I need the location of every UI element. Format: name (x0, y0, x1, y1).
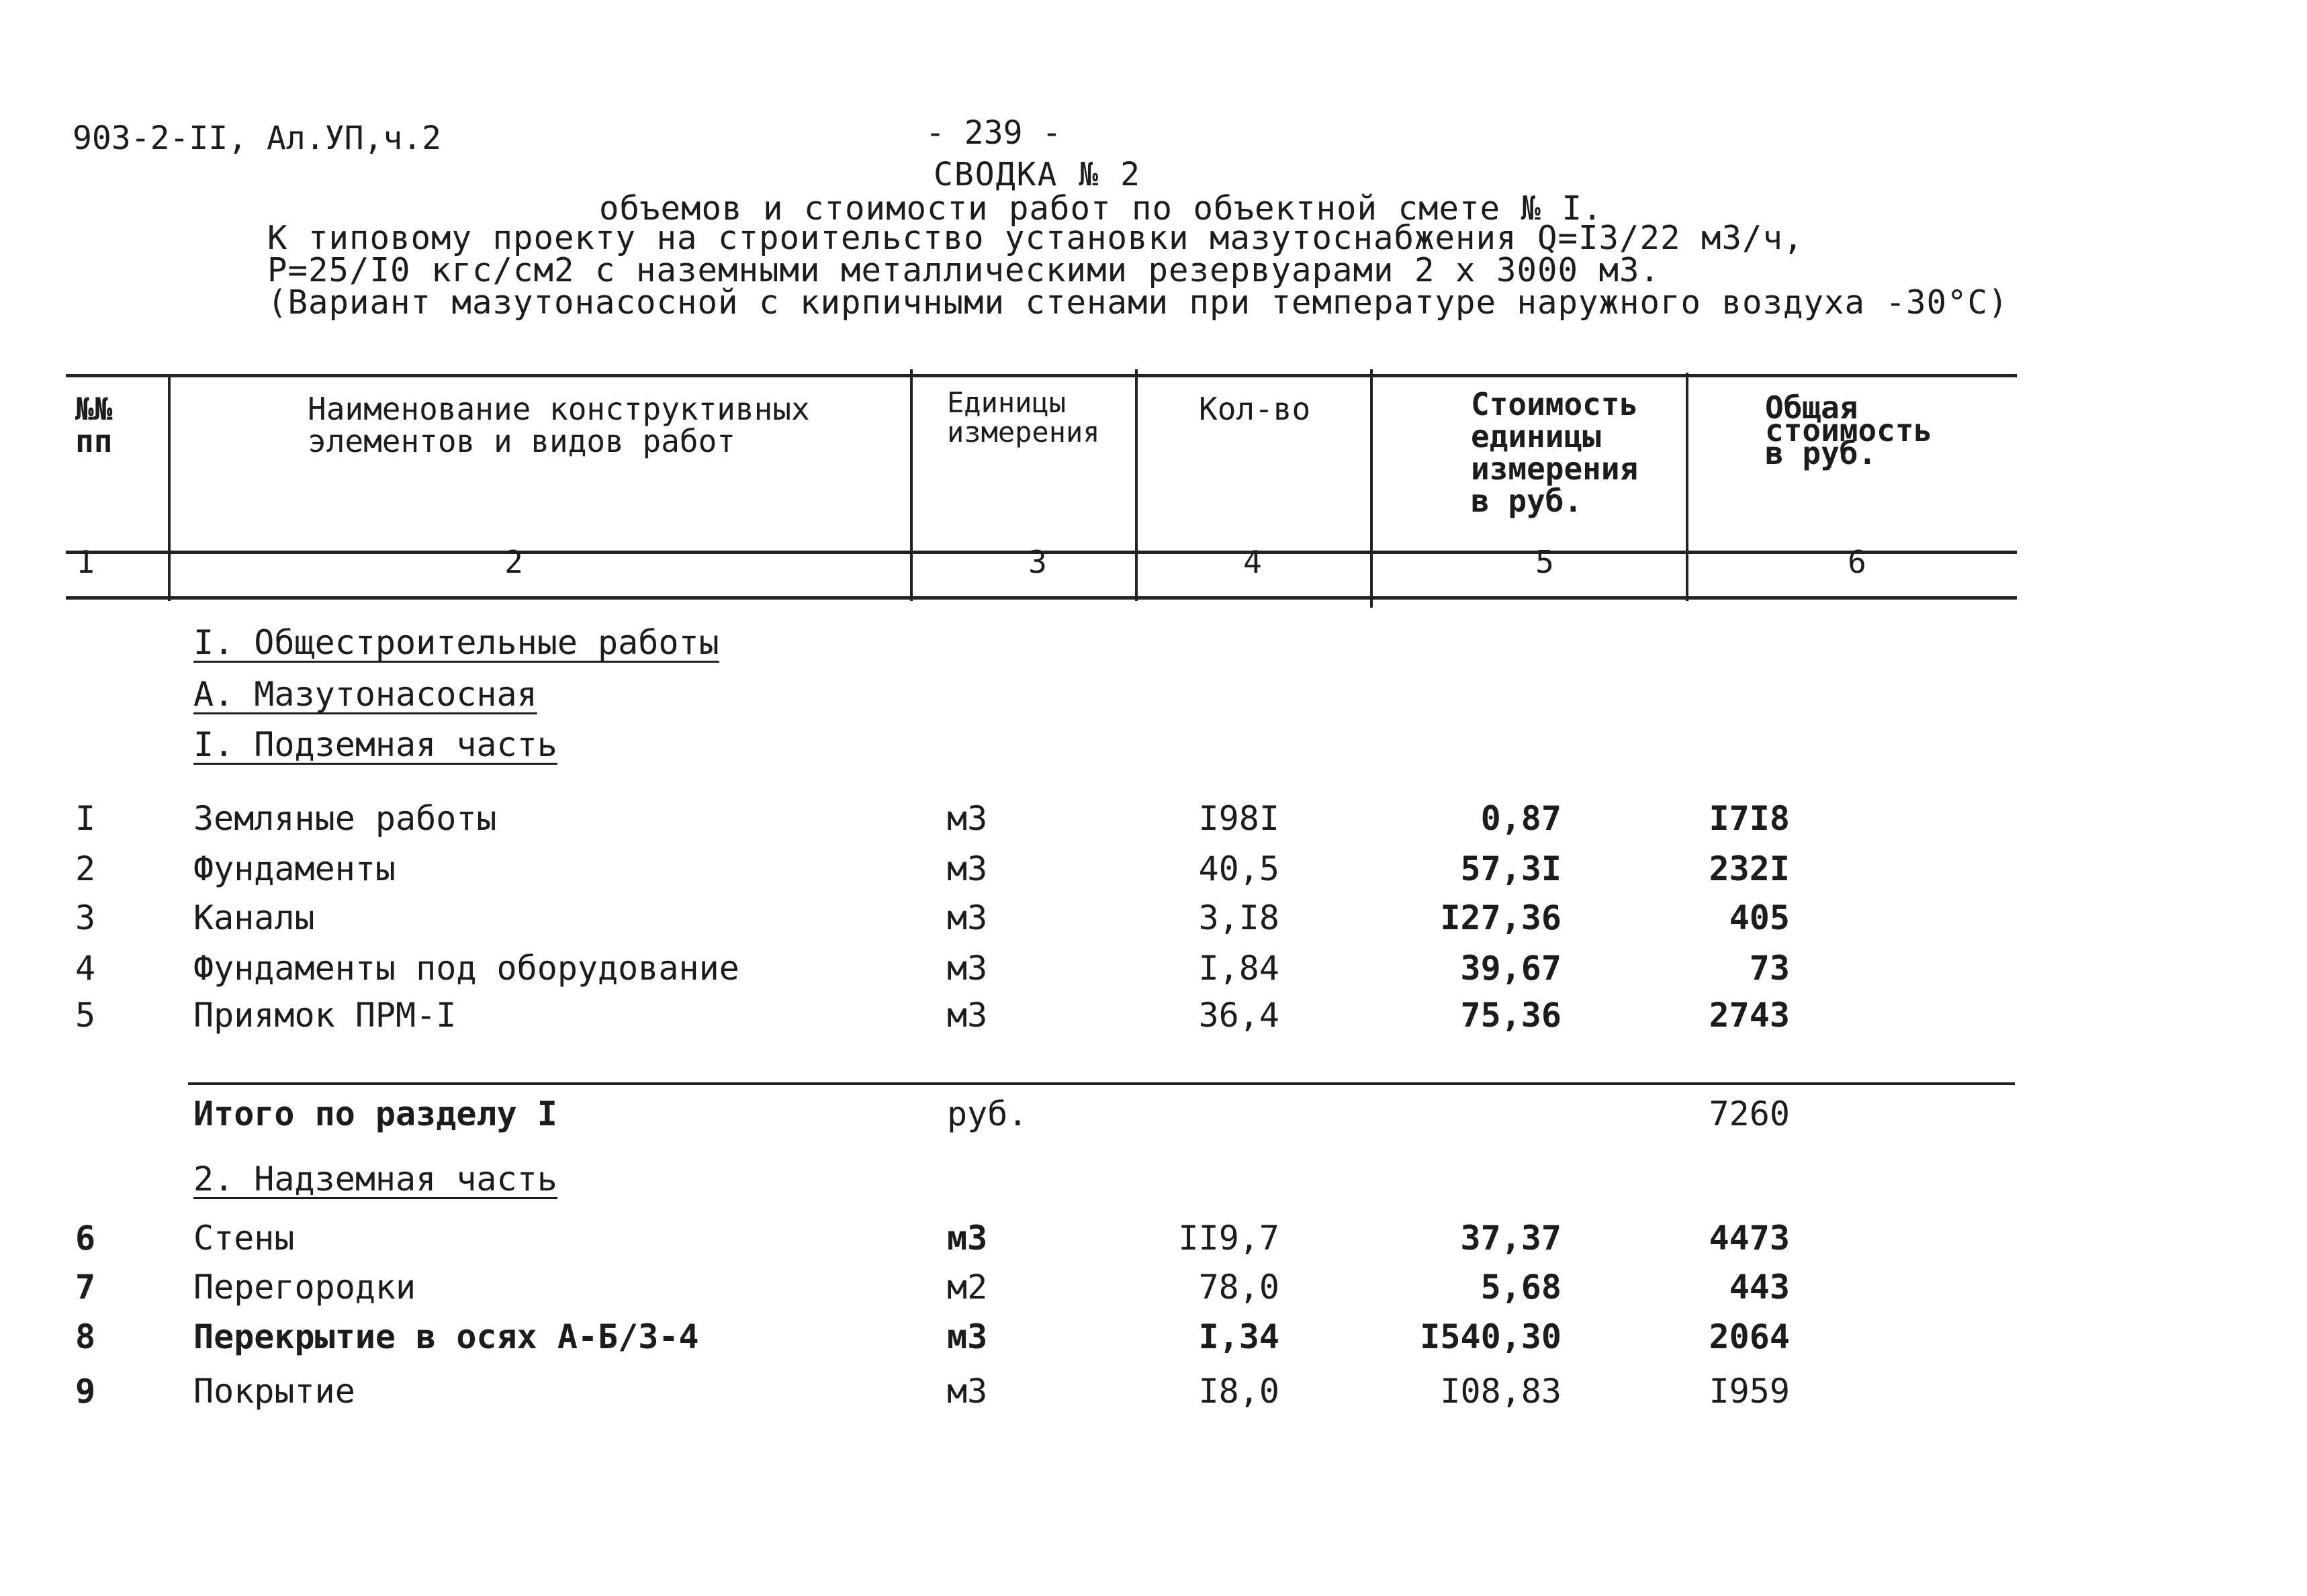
row-number: 8 (75, 1317, 96, 1356)
table-row (0, 898, 2307, 945)
section-heading-aboveground-text: 2. Надземная часть (193, 1160, 557, 1199)
column-divider-4 (1370, 369, 1373, 608)
document-title: СВОДКА № 2 (934, 156, 1141, 193)
row-unit-price: 57,3I (1460, 849, 1562, 888)
subtitle-line-2: К типовому проекту на строительство установки мазутоснабжения Q=I3/22 м3/ч, (267, 219, 1804, 257)
col-number-5: 5 (1535, 544, 1554, 580)
table-top-rule (66, 374, 2017, 377)
table-row (0, 1317, 2307, 1364)
row-quantity: 36,4 (1198, 996, 1279, 1035)
row-total: 443 (1729, 1268, 1790, 1307)
col-number-1: 1 (76, 544, 95, 580)
row-name: Приямок ПРМ-I (193, 996, 457, 1035)
row-quantity: I8,0 (1198, 1372, 1279, 1411)
row-unit: м3 (947, 799, 988, 838)
row-unit: м3 (947, 1219, 988, 1258)
header-bottom-rule (66, 596, 2017, 600)
table-row (0, 849, 2307, 896)
row-name: Перекрытие в осях А-Б/3-4 (193, 1317, 699, 1356)
subtitle-line-1: объемов и стоимости работ по объектной смете № I. (599, 189, 1603, 228)
row-number: 7 (75, 1268, 96, 1307)
subtotal-unit: руб. (947, 1094, 1028, 1133)
col-header-number: №№ пп (75, 391, 113, 459)
row-quantity: I98I (1198, 799, 1279, 838)
table-row (0, 799, 2307, 846)
row-unit-price: 5,68 (1480, 1268, 1562, 1307)
section-heading-underground-text: I. Подземная часть (193, 725, 557, 764)
col-header-unit-price: Стоимость единицы измерения в руб. (1471, 386, 1639, 519)
table-row (0, 1268, 2307, 1315)
row-unit-price: 39,67 (1460, 949, 1562, 988)
subtotal-rule (188, 1082, 2015, 1085)
section-heading-general (193, 623, 719, 662)
row-number: 4 (75, 949, 96, 988)
row-total: 405 (1729, 898, 1790, 937)
col-number-4: 4 (1243, 544, 1262, 580)
col-header-name: Наименование конструктивных элементов и видов работ (308, 391, 810, 459)
row-number: 3 (75, 898, 96, 937)
table-row (0, 949, 2307, 996)
col-header-quantity: Кол-во (1199, 391, 1311, 427)
table-row (0, 1219, 2307, 1266)
row-total: 232I (1709, 849, 1790, 888)
row-unit-price: 0,87 (1480, 799, 1562, 838)
subtotal-label: Итого по разделу I (193, 1094, 557, 1133)
table-row (0, 1372, 2307, 1419)
row-name: Фундаменты (193, 849, 396, 888)
col-header-total: Общая стоимость в руб. (1765, 389, 1933, 471)
row-quantity: 40,5 (1198, 849, 1279, 888)
row-unit-price: 75,36 (1460, 996, 1562, 1035)
row-unit: м3 (947, 1372, 988, 1411)
row-quantity: I,84 (1198, 949, 1279, 988)
row-unit: м3 (947, 898, 988, 937)
subtotal-total: 7260 (1709, 1094, 1790, 1133)
section-heading-fuel-pump-station-text: А. Мазутонасосная (193, 675, 537, 714)
row-unit-price: I540,30 (1420, 1317, 1562, 1356)
row-unit: м3 (947, 849, 988, 888)
section-heading-aboveground (193, 1160, 557, 1199)
section-heading-fuel-pump-station (193, 675, 537, 714)
subtitle-line-3: P=25/I0 кгс/см2 с наземными металлическими резервуарами 2 x 3000 м3. (267, 251, 1661, 289)
row-name: Каналы (193, 898, 315, 937)
column-divider-1 (168, 376, 171, 601)
row-total: I7I8 (1709, 799, 1790, 838)
row-number: 6 (75, 1219, 96, 1258)
row-name: Фундаменты под оборудование (193, 949, 739, 988)
table-row (0, 996, 2307, 1043)
row-quantity: I,34 (1198, 1317, 1279, 1356)
document-code: 903-2-II, Ал.УП,ч.2 (73, 120, 442, 157)
section-heading-underground (193, 725, 557, 764)
row-number: 2 (75, 849, 96, 888)
row-unit-price: I08,83 (1440, 1372, 1562, 1411)
page-number: - 239 - (925, 114, 1062, 152)
row-name: Перегородки (193, 1268, 416, 1307)
row-total: 2064 (1709, 1317, 1790, 1356)
row-total: 73 (1749, 949, 1790, 988)
row-name: Земляные работы (193, 799, 497, 838)
col-number-2: 2 (504, 544, 523, 580)
col-number-6: 6 (1848, 544, 1866, 580)
subtotal-row (0, 1094, 2307, 1141)
row-total: 4473 (1709, 1219, 1790, 1258)
row-name: Покрытие (193, 1372, 355, 1411)
row-number: I (75, 799, 96, 838)
row-unit-price: I27,36 (1440, 898, 1562, 937)
subtitle-line-4: (Вариант мазутонасосной с кирпичными стенами при температуре наружного воздуха -30°С) (267, 283, 2009, 322)
row-unit: м3 (947, 1317, 988, 1356)
row-quantity: 78,0 (1198, 1268, 1279, 1307)
col-number-3: 3 (1028, 544, 1047, 580)
row-unit: м3 (947, 949, 988, 988)
col-header-unit: Единицы измерения (947, 386, 1100, 449)
row-total: 2743 (1709, 996, 1790, 1035)
column-divider-2 (910, 369, 913, 601)
row-total: I959 (1709, 1372, 1790, 1411)
column-divider-3 (1135, 369, 1138, 601)
section-heading-general-text: I. Общестроительные работы (193, 623, 719, 662)
row-quantity: II9,7 (1178, 1219, 1279, 1258)
row-name: Стены (193, 1219, 295, 1258)
row-unit-price: 37,37 (1460, 1219, 1562, 1258)
row-unit: м2 (947, 1268, 988, 1307)
row-quantity: 3,I8 (1198, 898, 1279, 937)
row-number: 5 (75, 996, 96, 1035)
row-number: 9 (75, 1372, 96, 1411)
column-divider-5 (1686, 373, 1688, 601)
row-unit: м3 (947, 996, 988, 1035)
